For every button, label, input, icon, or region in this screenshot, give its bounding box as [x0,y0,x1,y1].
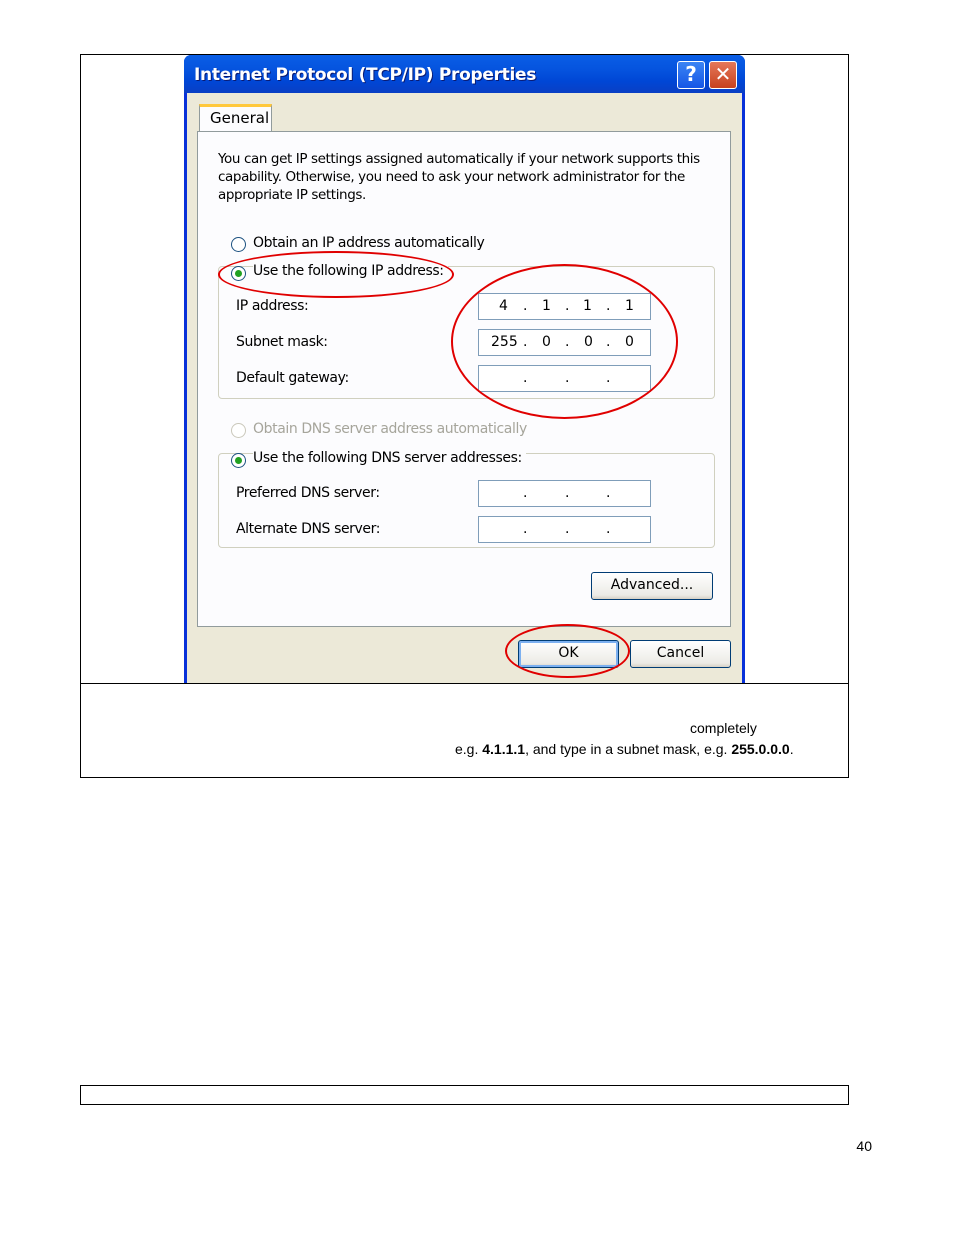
ip-dot: . [606,370,611,386]
default-gateway-label: Default gateway: [236,370,349,386]
ip-dot: . [523,521,528,537]
highlight-use-ip-ellipse [218,251,454,298]
caption-example-mask: 255.0.0.0 [731,741,790,757]
ip-dot: . [606,298,611,314]
ip-dot: . [565,334,570,350]
radio-use-ip-label: Use the following IP address: [253,263,448,279]
radio-obtain-dns-automatically [231,423,246,438]
mask-octet-4: 0 [625,334,634,350]
radio-obtain-dns-label: Obtain DNS server address automatically [253,421,527,437]
alternate-dns-field[interactable] [478,516,651,543]
mask-octet-3: 0 [584,334,593,350]
ip-dot: . [565,370,570,386]
ip-dot: . [523,334,528,350]
ip-dot: . [565,485,570,501]
radio-obtain-ip-label: Obtain an IP address automatically [253,235,485,251]
subnet-mask-label: Subnet mask: [236,334,328,350]
intro-text: You can get IP settings assigned automatically if your network supports this capability. Otherwise, you need to ask your network administrator for the appropriate IP settings. [218,151,700,203]
alternate-dns-label: Alternate DNS server: [236,521,381,537]
ip-dot: . [523,485,528,501]
highlight-ip-fields-ellipse [451,264,678,419]
help-button[interactable] [677,61,705,89]
table-row-divider [81,683,848,684]
caption-line-2 [455,741,794,757]
ip-dot: . [606,521,611,537]
dialog-client-area [187,93,742,683]
ip-dot: . [523,298,528,314]
radio-obtain-ip-automatically[interactable] [231,237,246,252]
ip-octet-1: 4 [499,298,508,314]
caption-text: , and type in a subnet mask, e.g. [525,741,732,757]
footer-table-box [80,1085,849,1105]
close-icon: ✕ [714,62,732,86]
preferred-dns-label: Preferred DNS server: [236,485,380,501]
ip-dot: . [606,485,611,501]
mask-octet-2: 0 [542,334,551,350]
caption-line-1: completely [690,720,757,736]
help-icon: ? [685,62,697,86]
page-number: 40 [856,1138,872,1154]
ip-octet-2: 1 [542,298,551,314]
cancel-button[interactable]: Cancel [630,640,731,668]
ip-dot: . [565,521,570,537]
preferred-dns-field[interactable] [478,480,651,507]
highlight-ok-ellipse [505,624,630,678]
radio-use-following-dns[interactable] [231,453,246,468]
ip-dot: . [523,370,528,386]
ip-octet-4: 1 [625,298,634,314]
tab-general[interactable]: General [199,104,272,132]
ok-button[interactable]: OK [518,640,619,668]
caption-text: . [789,741,794,757]
ip-octet-3: 1 [583,298,592,314]
advanced-button[interactable]: Advanced... [591,572,713,600]
close-button[interactable] [709,61,737,89]
caption-text: e.g. [455,741,483,757]
ip-dot: . [565,298,570,314]
title-bar[interactable] [184,55,745,93]
dialog-title: Internet Protocol (TCP/IP) Properties [194,65,537,85]
caption-example-ip: 4.1.1.1 [482,741,526,757]
mask-octet-1: 255 [491,334,518,350]
ip-dot: . [606,334,611,350]
ip-address-label: IP address: [236,298,309,314]
radio-use-dns-label: Use the following DNS server addresses: [253,450,526,466]
